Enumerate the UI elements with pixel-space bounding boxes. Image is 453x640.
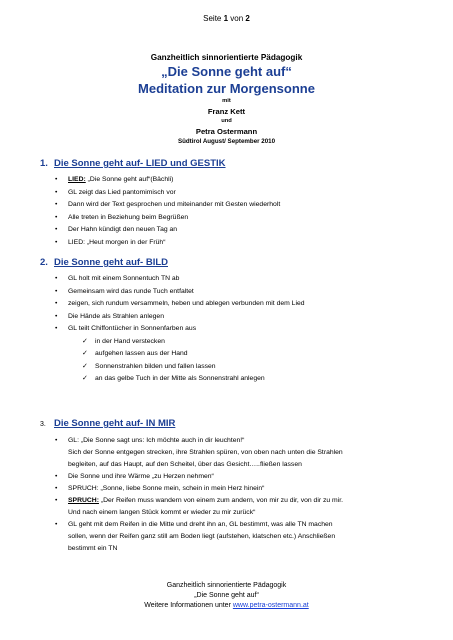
list-item: • GL teilt Chiffontücher in Sonnenfarben aus	[40, 323, 440, 336]
list-item: • GL geht mit dem Reifen in die Mitte und dreht ihn an, GL bestimmt, was alle TN machen sollen, wenn der Reifen ganz still am Boden liegt (aufstehen, klatschen etc.) Anschließen bestimmt ein TN	[55, 521, 336, 552]
list-item: • LIED: „Die Sonne geht auf“(Bächli)	[40, 174, 440, 187]
list-item: • Der Hahn kündigt den neuen Tag an	[40, 224, 440, 237]
list-item: • SPRUCH: „Sonne, liebe Sonne mein, schein in mein Herz hinein“	[40, 483, 440, 495]
header-author-1: Franz Kett	[207, 107, 246, 116]
footer-info: Weitere Informationen unter www.petra-ostermann.at	[144, 602, 309, 609]
section-3-list	[40, 435, 440, 555]
section-2-heading: 2. Die Sonne geht auf- BILD	[40, 257, 168, 268]
section-3	[40, 417, 440, 555]
list-subitem: ✓ Sonnenstrahlen bilden und fallen lassen	[40, 361, 440, 374]
total-pages: 2	[245, 14, 250, 23]
header-author-2: Petra Ostermann	[195, 127, 258, 136]
bullet-icon: •	[55, 275, 58, 282]
header-subtitle: Meditation zur Morgensonne	[138, 81, 315, 96]
section-1-list	[40, 174, 440, 249]
check-icon: ✓	[82, 337, 88, 345]
bullet-icon: •	[55, 238, 58, 246]
section-2	[40, 256, 440, 386]
header-title: „Die Sonne geht auf“	[161, 64, 292, 79]
header-org: Ganzheitlich sinnorientierte Pädagogik	[150, 53, 303, 62]
bullet-icon: •	[55, 437, 58, 444]
check-icon: ✓	[82, 375, 88, 382]
page-footer	[0, 581, 453, 611]
list-item: • Gemeinsam wird das runde Tuch entfaltet	[40, 286, 440, 299]
list-subitem: ✓ an das gelbe Tuch in der Mitte als Sonnenstrahl anlegen	[40, 373, 440, 386]
list-item: • GL zeigt das Lied pantomimisch vor	[40, 187, 440, 200]
footer-org: Ganzheitlich sinnorientierte Pädagogik	[166, 582, 287, 589]
section-1-heading: 1. Die Sonne geht auf- LIED und GESTIK	[40, 158, 226, 169]
bullet-icon: •	[55, 312, 58, 320]
list-item: • Dann wird der Text gesprochen und miteinander mit Gesten wiederholt	[40, 199, 440, 212]
page-number: Seite 1 von 2	[203, 14, 250, 23]
check-icon: ✓	[82, 350, 88, 357]
check-icon: ✓	[82, 362, 88, 370]
section-1	[40, 157, 440, 249]
list-item: • Alle treten in Beziehung beim Begrüßen	[40, 212, 440, 225]
bullet-icon: •	[55, 300, 58, 307]
bullet-icon: •	[55, 325, 58, 332]
list-item: • GL: „Die Sonne sagt uns: Ich möchte auch in dir leuchten!“ Sich der Sonne entgegen strecken, ihre Strahlen spüren, von oben nach unten die Strahlen begleiten, auf das Haupt, auf den Scheitel, über das Gesicht…..fließen lassen	[55, 437, 343, 468]
footer-title: „Die Sonne geht auf“	[194, 592, 259, 599]
section-3-heading: 3. Die Sonne geht auf- IN MIR	[40, 418, 176, 429]
website-link[interactable]: www.petra-ostermann.at	[232, 602, 309, 609]
bullet-icon: •	[55, 287, 58, 295]
bullet-icon: •	[55, 226, 58, 233]
list-subitem: ✓ in der Hand verstecken	[40, 336, 440, 349]
list-item: • zeigen, sich rundum versammeln, heben und ablegen verbunden mit dem Lied	[40, 298, 440, 311]
bullet-icon: •	[55, 213, 58, 221]
section-2-list	[40, 273, 440, 386]
list-item: • SPRUCH: „Der Reifen muss wandern von einem zum andern, von mir zu dir, von dir zu mir. Und nach einem langen Stück kommt er wieder zu mir zurück“	[55, 497, 343, 516]
bullet-icon: •	[55, 188, 58, 196]
header-und: und	[221, 118, 232, 124]
list-item: • LIED: „Heut morgen in der Früh“	[40, 237, 440, 250]
header-date: Südtirol August/ September 2010	[177, 138, 276, 145]
bullet-icon: •	[55, 176, 58, 183]
bullet-icon: •	[55, 201, 58, 208]
list-item: • Die Hände als Strahlen anlegen	[40, 311, 440, 324]
current-page: 1	[223, 14, 229, 23]
list-item: • GL holt mit einem Sonnentuch TN ab	[40, 273, 440, 286]
bullet-icon: •	[55, 473, 58, 480]
bullet-icon: •	[55, 485, 58, 492]
list-item: • Die Sonne und ihre Wärme „zu Herzen nehmen“	[40, 471, 440, 483]
list-subitem: ✓ aufgehen lassen aus der Hand	[40, 348, 440, 361]
document-header	[0, 52, 453, 146]
bullet-icon: •	[55, 497, 58, 504]
bullet-icon: •	[55, 521, 58, 528]
header-mit: mit	[222, 98, 231, 104]
